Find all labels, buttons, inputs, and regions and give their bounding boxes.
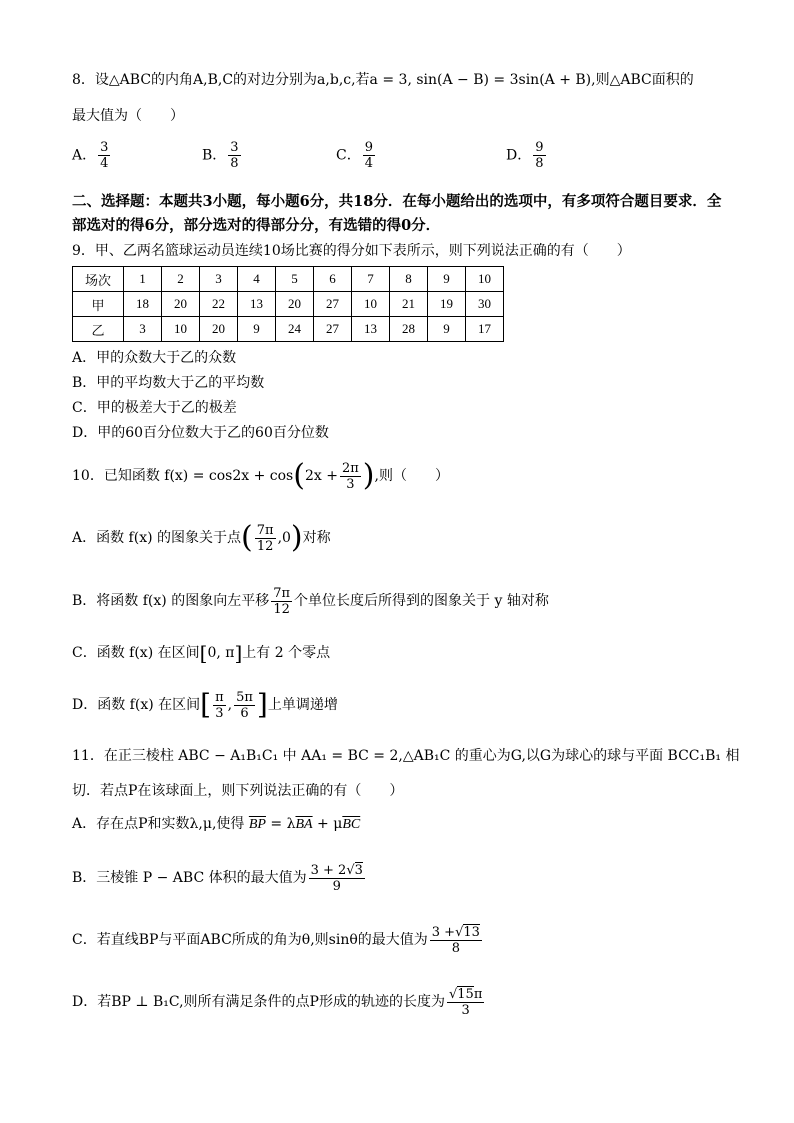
table-cell: 21 xyxy=(390,292,428,317)
option-text: C．若直线BP与平面ABC所成的角为θ,则sinθ的最大值为 xyxy=(72,932,428,948)
table-cell: 17 xyxy=(466,317,504,342)
table-row xyxy=(73,292,504,317)
q9-option-b: B．甲的平均数大于乙的平均数 xyxy=(72,375,265,391)
option-label: B． xyxy=(202,147,227,164)
option-label: D． xyxy=(506,147,532,164)
fraction-denominator: 9 xyxy=(332,878,341,894)
fraction-numerator: 3 xyxy=(230,140,239,155)
option-text: 上单调递增 xyxy=(267,697,338,713)
q11-option-a xyxy=(72,814,724,835)
option-text: B．三棱锥 P − ABC 体积的最大值为 xyxy=(72,870,307,886)
option-text: ,0 xyxy=(277,530,291,546)
q9-option-c: C．甲的极差大于乙的极差 xyxy=(72,400,237,416)
fraction-denominator: 3 xyxy=(461,1002,470,1018)
table-cell: 30 xyxy=(466,292,504,317)
comma: , xyxy=(227,697,233,713)
fraction-denominator: 6 xyxy=(240,705,249,721)
option-text: A．存在点P和实数λ,μ,使得 xyxy=(72,816,245,832)
right-paren: ) xyxy=(362,458,375,493)
option-text: 个单位长度后所得到的图象关于 y 轴对称 xyxy=(294,593,549,609)
q9-option-d: D．甲的60百分位数大于乙的60百分位数 xyxy=(72,425,329,441)
fraction-numerator: 5π xyxy=(236,689,253,705)
q10-stem-text: 10．已知函数 f(x) = cos2x + cos xyxy=(72,468,294,484)
q9-option-a: A．甲的众数大于乙的众数 xyxy=(72,350,237,366)
table-cell: 20 xyxy=(200,317,238,342)
fraction-numerator: 7π xyxy=(273,585,291,601)
right-bracket: ] xyxy=(234,641,243,665)
q11-option-d xyxy=(72,982,724,1022)
q9-stem: 9．甲、乙两名篮球运动员连续10场比赛的得分如下表所示，则下列说法正确的有（ ） xyxy=(72,243,631,259)
table-cell: 28 xyxy=(390,317,428,342)
q10-option-d xyxy=(72,684,724,726)
fraction-denominator: 3 xyxy=(215,705,224,721)
q8-stem-line2: 最大值为（ ） xyxy=(72,108,184,124)
table-cell: 8 xyxy=(390,267,428,292)
table-cell: 9 xyxy=(428,267,466,292)
q11-stem-line1: 11．在正三棱柱 ABC − A₁B₁C₁ 中 AA₁ = BC = 2,△AB₁C 的重心为G,以G为球心的球与平面 BCC₁B₁ 相 xyxy=(72,748,740,764)
table-cell: 10 xyxy=(466,267,504,292)
q8-stem-line1: 8．设△ABC的内角A,B,C的对边分别为a,b,c,若a = 3, sin(A − B) = 3sin(A + B),则△ABC面积的 xyxy=(72,72,694,88)
right-bracket: ] xyxy=(256,688,268,721)
table-cell: 5 xyxy=(276,267,314,292)
fraction-denominator: 12 xyxy=(256,538,274,554)
q10-stem xyxy=(72,456,724,496)
table-cell: 9 xyxy=(428,317,466,342)
table-cell: 13 xyxy=(238,292,276,317)
fraction-numerator: 3 + 2 xyxy=(310,862,347,878)
fraction-denominator: 8 xyxy=(230,156,239,171)
table-cell: 3 xyxy=(200,267,238,292)
table-cell: 27 xyxy=(314,292,352,317)
right-paren: ) xyxy=(290,520,303,555)
option-label: C． xyxy=(336,147,361,164)
table-row xyxy=(73,317,504,342)
sqrt-sign: √ xyxy=(455,924,464,940)
sqrt-sign: √ xyxy=(346,862,355,878)
fraction-denominator: 4 xyxy=(364,156,373,171)
table-cell: 19 xyxy=(428,292,466,317)
table-cell: 9 xyxy=(238,317,276,342)
q10-option-a xyxy=(72,518,724,558)
vector-ba: $\overline{BA}$ xyxy=(295,817,313,832)
table-cell: 20 xyxy=(162,292,200,317)
q10-option-c xyxy=(72,641,724,665)
fraction-numerator: 7π xyxy=(256,522,274,538)
q8-option-b xyxy=(202,140,243,171)
q8-option-d xyxy=(506,140,548,171)
fraction-numerator: 3 xyxy=(100,140,109,155)
left-paren: ( xyxy=(293,458,305,493)
sqrt-radicand: 15 xyxy=(457,986,474,1002)
option-text: A．函数 f(x) 的图象关于点 xyxy=(72,530,242,546)
table-cell: 10 xyxy=(352,292,390,317)
q10-option-b xyxy=(72,581,724,621)
fraction-numerator: 9 xyxy=(364,140,373,155)
option-text: + μ xyxy=(312,816,343,832)
table-cell: 乙 xyxy=(73,317,124,342)
left-bracket: [ xyxy=(199,641,208,665)
q8-option-a xyxy=(72,140,112,171)
fraction-numerator: π xyxy=(215,689,224,705)
vector-bc: $\overline{BC}$ xyxy=(342,817,361,832)
option-text: C．函数 f(x) 在区间 xyxy=(72,645,200,661)
q10-stem-tail: ,则（ ） xyxy=(374,468,449,484)
option-text: B．将函数 f(x) 的图象向左平移 xyxy=(72,593,270,609)
q11-option-c xyxy=(72,920,724,960)
fraction-numerator: π xyxy=(473,986,483,1002)
table-cell: 24 xyxy=(276,317,314,342)
table-cell: 3 xyxy=(124,317,162,342)
table-cell: 2 xyxy=(162,267,200,292)
fraction-denominator: 4 xyxy=(100,156,109,171)
option-text: D．函数 f(x) 在区间 xyxy=(72,697,201,713)
fraction-denominator: 3 xyxy=(346,476,355,492)
table-cell: 10 xyxy=(162,317,200,342)
sqrt-radicand: 3 xyxy=(354,862,363,878)
table-cell: 27 xyxy=(314,317,352,342)
fraction-numerator: 3 + xyxy=(431,924,456,940)
left-bracket: [ xyxy=(200,688,212,721)
table-cell: 20 xyxy=(276,292,314,317)
fraction-denominator: 8 xyxy=(535,156,544,171)
option-text: 对称 xyxy=(302,530,331,546)
q8-option-c xyxy=(336,140,377,171)
option-label: A． xyxy=(72,147,97,164)
option-text: D．若BP ⊥ B₁C,则所有满足条件的点P形成的轨迹的长度为 xyxy=(72,994,445,1010)
table-cell: 22 xyxy=(200,292,238,317)
table-header-row xyxy=(73,267,504,292)
fraction-denominator: 12 xyxy=(273,601,290,617)
table-cell: 13 xyxy=(352,317,390,342)
interval-text: 0, π xyxy=(207,645,235,661)
option-text: 上有 2 个零点 xyxy=(242,645,331,661)
table-cell: 18 xyxy=(124,292,162,317)
sqrt-radicand: 13 xyxy=(463,924,480,940)
q8-options xyxy=(72,140,724,180)
q9-score-table xyxy=(72,266,504,342)
table-cell: 6 xyxy=(314,267,352,292)
sqrt-sign: √ xyxy=(448,986,458,1002)
q11-option-b xyxy=(72,858,724,898)
q10-stem-arg: 2x + xyxy=(304,468,338,484)
fraction-denominator: 8 xyxy=(451,940,460,956)
section2-heading: 二、选择题：本题共3小题，每小题6分，共18分．在每小题给出的选项中，有多项符合题目要求．全部选对的得6分，部分选对的得部分分，有选错的得0分． xyxy=(72,193,722,234)
table-cell: 7 xyxy=(352,267,390,292)
option-text: = λ xyxy=(265,816,296,832)
table-cell: 场次 xyxy=(73,267,124,292)
table-cell: 4 xyxy=(238,267,276,292)
left-paren: ( xyxy=(241,520,253,555)
fraction-numerator: 2π xyxy=(341,460,359,476)
table-cell: 1 xyxy=(124,267,162,292)
table-cell: 甲 xyxy=(73,292,124,317)
fraction-numerator: 9 xyxy=(535,140,544,155)
q11-stem-line2: 切．若点P在该球面上，则下列说法正确的有（ ） xyxy=(72,783,404,799)
vector-bp: $\overline{BP}$ xyxy=(248,817,266,832)
